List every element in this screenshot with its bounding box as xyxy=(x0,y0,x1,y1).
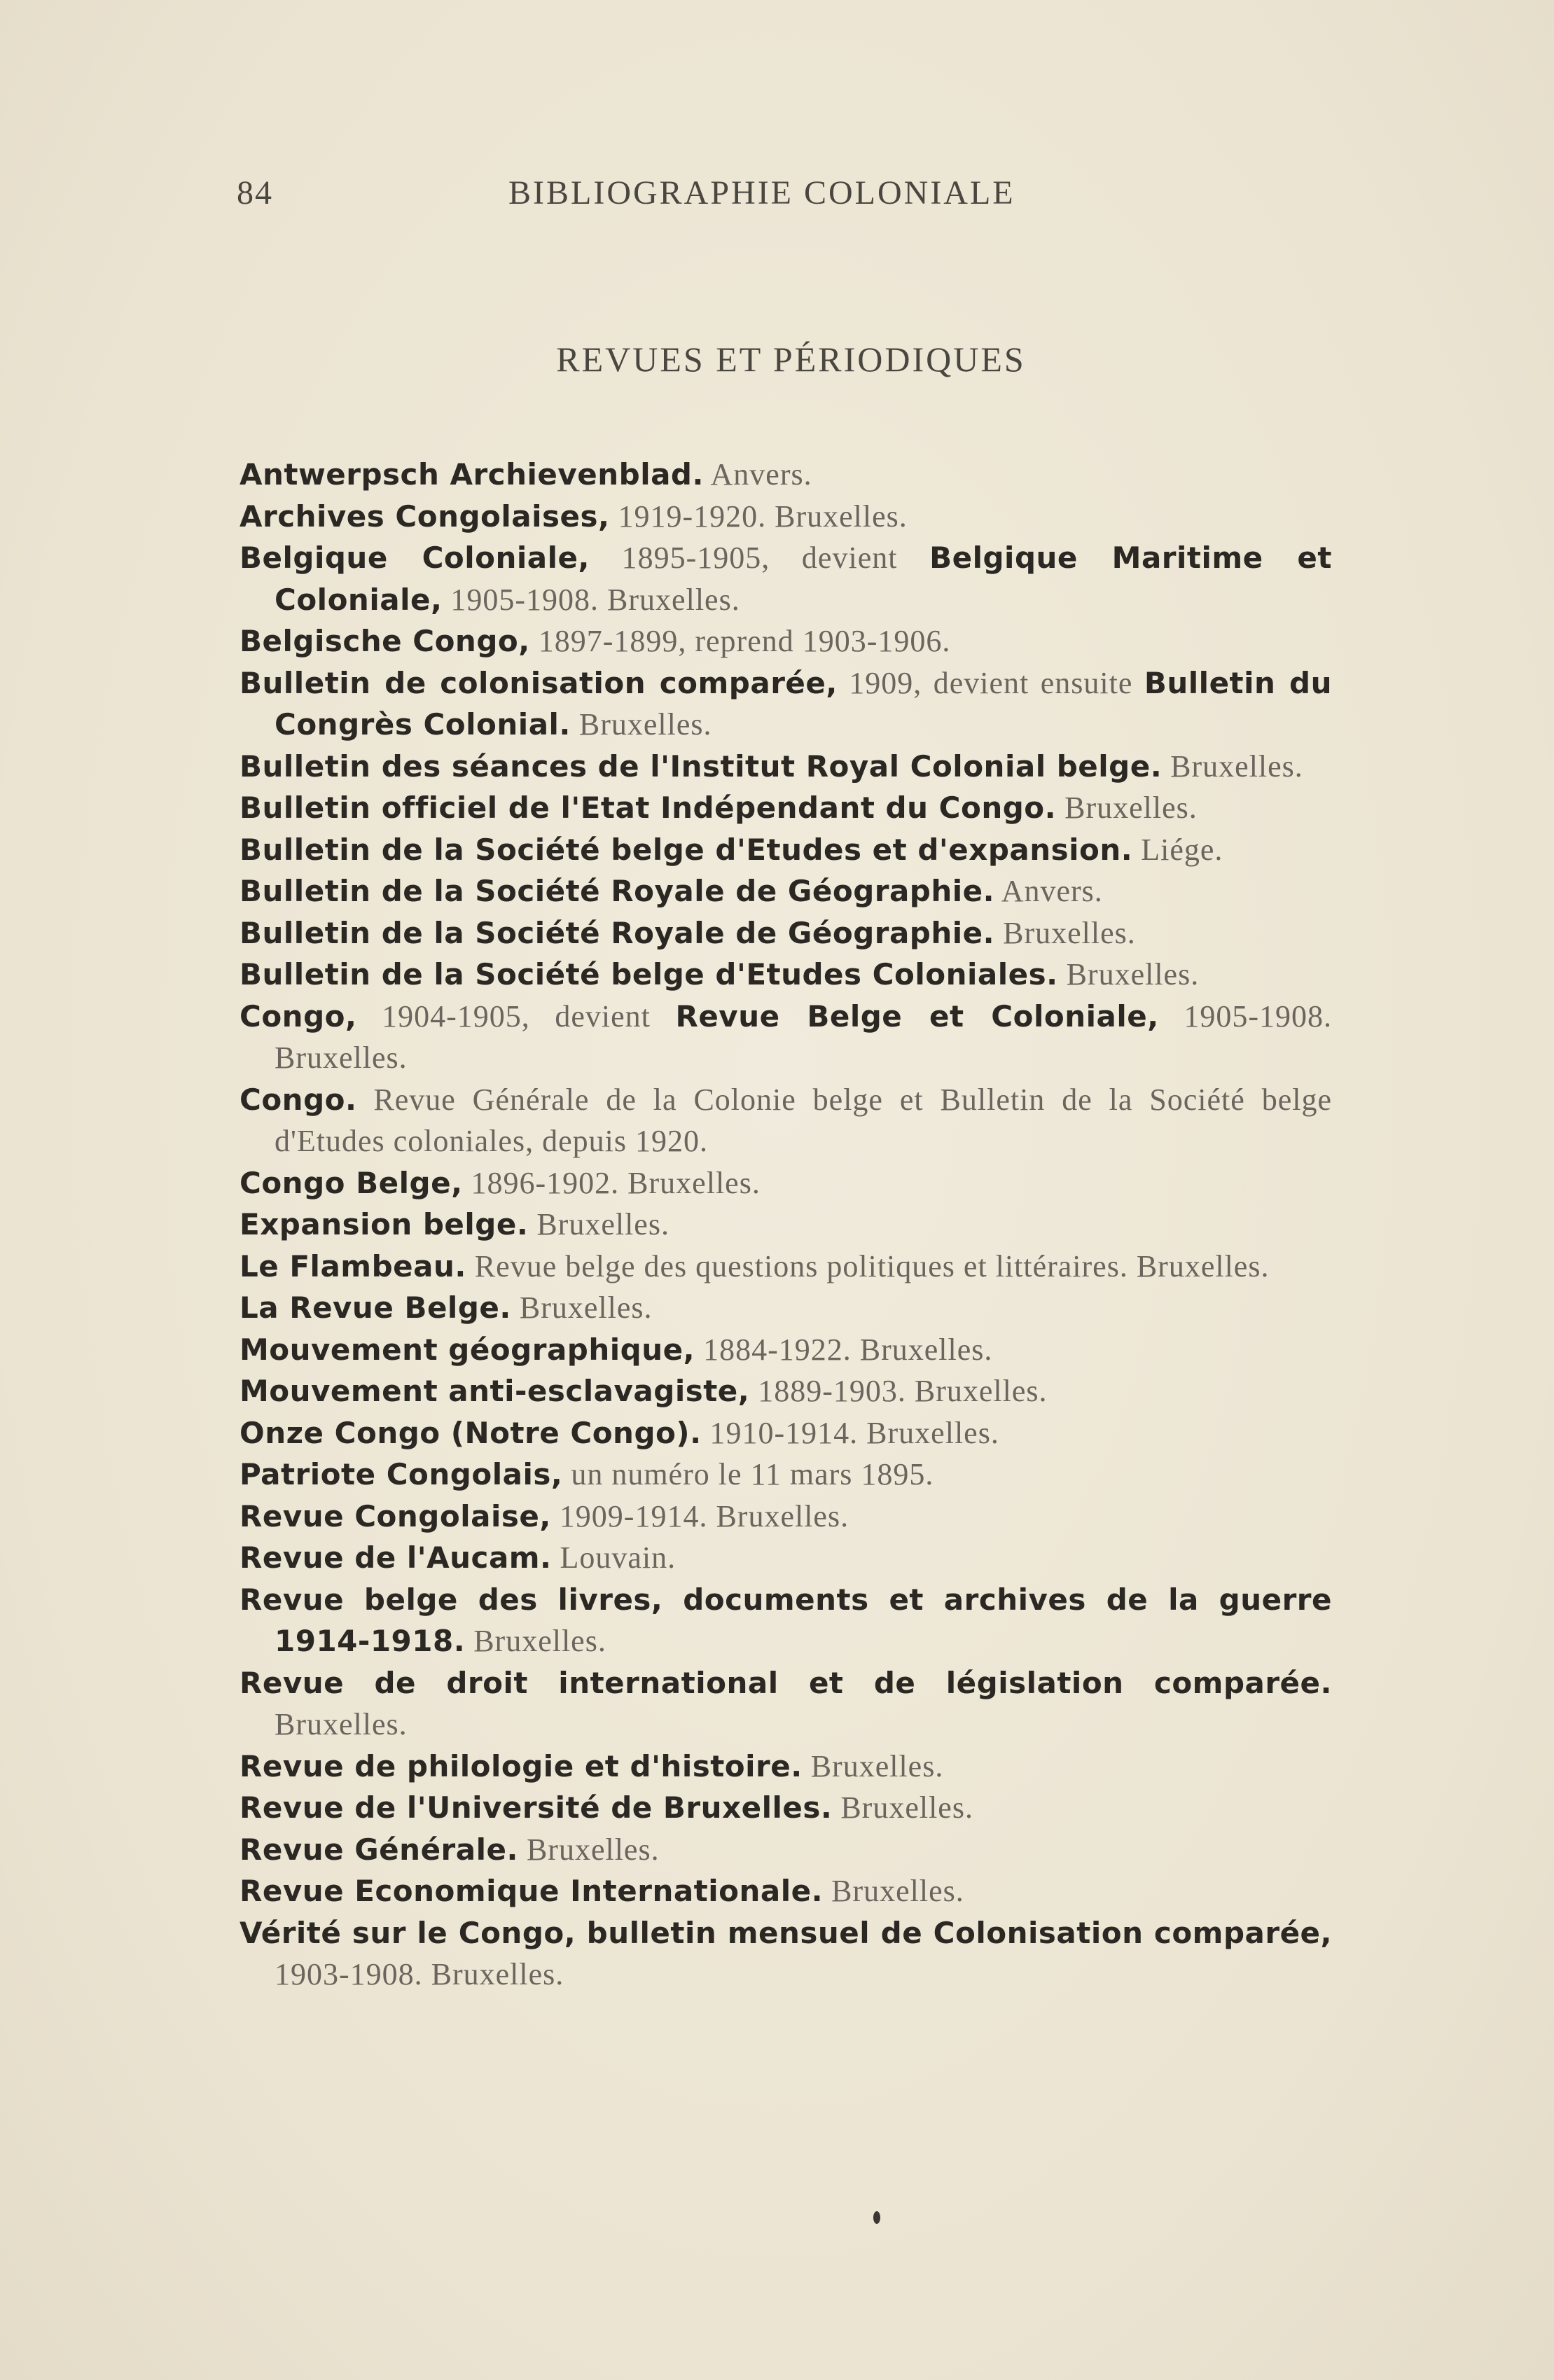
section-title: REVUES ET PÉRIODIQUES xyxy=(556,340,1026,379)
periodical-details: 1904-1905, devient xyxy=(356,998,676,1034)
periodical-entry xyxy=(240,1537,1332,1579)
periodical-details: un numéro le 11 mars 1895. xyxy=(562,1457,934,1491)
periodical-entry xyxy=(240,829,1332,871)
periodical-title: Belgische Congo, xyxy=(240,624,530,658)
periodical-title: Revue de l'Aucam. xyxy=(240,1540,552,1575)
periodical-title: Revue de philologie et d'histoire. xyxy=(240,1748,803,1783)
periodical-entry xyxy=(240,912,1332,954)
periodical-entry xyxy=(240,1829,1332,1871)
periodical-entry xyxy=(240,746,1332,788)
periodical-details: 1909, devient ensuite xyxy=(837,665,1144,700)
periodical-title: Bulletin de colonisation comparée, xyxy=(240,665,838,700)
periodical-details: 1884-1922. Bruxelles. xyxy=(695,1332,993,1367)
periodical-details: Bruxelles. xyxy=(994,915,1136,950)
periodical-entry xyxy=(240,787,1332,829)
periodical-entry xyxy=(240,1579,1332,1662)
periodical-details: 1905-1908. Bruxelles. xyxy=(442,582,740,617)
periodical-title: Bulletin officiel de l'Etat Indépendant du Congo. xyxy=(240,791,1057,825)
periodical-title: Mouvement géographique, xyxy=(240,1332,695,1367)
page-mark xyxy=(873,2211,880,2224)
periodical-title: Revue Economique Internationale. xyxy=(240,1874,824,1908)
periodical-title: Onze Congo (Notre Congo). xyxy=(240,1415,702,1450)
periodical-entry xyxy=(240,1204,1332,1246)
periodical-entry xyxy=(240,454,1332,496)
periodical-title: Bulletin des séances de l'Institut Royal Colonial belge. xyxy=(240,749,1163,784)
periodical-details: Louvain. xyxy=(551,1540,677,1575)
periodical-details: Bruxelles. xyxy=(275,1707,408,1741)
periodical-details: 1909-1914. Bruxelles. xyxy=(550,1498,849,1533)
periodical-details: Liége. xyxy=(1132,832,1223,867)
periodical-title: Bulletin de la Société Royale de Géographie. xyxy=(240,915,995,950)
periodical-details: Anvers. xyxy=(994,874,1103,908)
periodical-entry xyxy=(240,1454,1332,1496)
periodical-details: Bruxelles. xyxy=(1056,791,1198,825)
periodical-details: 1895-1905, devient xyxy=(589,541,930,575)
periodical-details: Anvers. xyxy=(703,457,812,492)
periodical-title: Bulletin de la Société Royale de Géographie. xyxy=(240,874,995,908)
periodical-title: Revue de droit international et de législation comparée. xyxy=(240,1665,1332,1700)
periodical-details: Bruxelles. xyxy=(465,1624,606,1658)
periodical-title: Congo. xyxy=(240,1082,357,1117)
periodical-details: Bruxelles. xyxy=(832,1790,973,1825)
periodical-entry xyxy=(240,870,1332,912)
periodical-title: Revue de l'Université de Bruxelles. xyxy=(240,1790,833,1825)
periodical-title: Revue Congolaise, xyxy=(240,1498,551,1533)
periodical-details: Revue belge des questions politiques et littéraires. Bruxelles. xyxy=(466,1248,1270,1283)
periodical-title: Expansion belge. xyxy=(240,1207,529,1241)
periodical-entry xyxy=(240,662,1332,746)
periodicals-list xyxy=(240,454,1332,1996)
periodical-entry xyxy=(240,1746,1332,1788)
running-head xyxy=(237,174,1063,216)
periodical-title: Patriote Congolais, xyxy=(240,1457,563,1491)
periodical-details: 1905-1908. Bruxelles. xyxy=(275,998,1332,1075)
periodical-details: Bruxelles. xyxy=(1162,749,1303,784)
periodical-title: Vérité sur le Congo, bulletin mensuel de Colonisation comparée, xyxy=(240,1915,1332,1950)
periodical-entry xyxy=(240,1246,1332,1288)
periodical-details: 1889-1903. Bruxelles. xyxy=(749,1374,1048,1408)
periodical-entry xyxy=(240,1870,1332,1912)
periodical-entry xyxy=(240,996,1332,1079)
periodical-title: Congo, xyxy=(240,998,357,1034)
periodical-entry xyxy=(240,1287,1332,1329)
periodical-entry xyxy=(240,1079,1332,1162)
periodical-details: Revue Générale de la Colonie belge et Bulletin de la Société belge d'Etudes coloniales, depuis 1920. xyxy=(275,1082,1332,1158)
periodical-title: Archives Congolaises, xyxy=(240,499,610,534)
periodical-details: Bruxelles. xyxy=(528,1207,670,1241)
periodical-details: 1919-1920. Bruxelles. xyxy=(609,499,908,534)
periodical-title: Antwerpsch Archievenblad. xyxy=(240,457,704,492)
periodical-title: Bulletin de la Société belge d'Etudes Coloniales. xyxy=(240,957,1058,991)
periodical-title: Bulletin de la Société belge d'Etudes et d'expansion. xyxy=(240,832,1133,867)
periodical-details: 1910-1914. Bruxelles. xyxy=(701,1415,999,1450)
periodical-entry xyxy=(240,1162,1332,1204)
periodical-title: Belgique Coloniale, xyxy=(240,541,590,575)
periodical-entry xyxy=(240,1787,1332,1829)
periodical-title: Revue Générale. xyxy=(240,1832,518,1867)
periodical-title: Belgique Maritime et Coloniale, xyxy=(275,541,1332,617)
periodical-title: Revue Belge et Coloniale, xyxy=(675,998,1159,1034)
periodical-title: Revue belge des livres, documents et archives de la guerre 1914-1918. xyxy=(240,1582,1332,1658)
periodical-entry xyxy=(240,1329,1332,1371)
periodical-title: Congo Belge, xyxy=(240,1165,463,1200)
periodical-details: Bruxelles. xyxy=(802,1748,944,1783)
periodical-entry xyxy=(240,537,1332,620)
periodical-title: Le Flambeau. xyxy=(240,1248,466,1283)
periodical-details: Bruxelles. xyxy=(570,707,712,742)
periodical-entry xyxy=(240,620,1332,662)
periodical-entry xyxy=(240,1370,1332,1412)
periodical-entry xyxy=(240,496,1332,538)
periodical-details: 1903-1908. Bruxelles. xyxy=(275,1957,564,1991)
periodical-title: Mouvement anti-esclavagiste, xyxy=(240,1374,750,1408)
periodical-entry xyxy=(240,954,1332,996)
page-number: 84 xyxy=(237,174,273,211)
periodical-title: Bulletin du Congrès Colonial. xyxy=(275,665,1332,742)
periodical-details: 1896-1902. Bruxelles. xyxy=(462,1165,761,1200)
periodical-details: Bruxelles. xyxy=(823,1874,964,1908)
periodical-details: Bruxelles. xyxy=(518,1832,660,1867)
periodical-details: Bruxelles. xyxy=(511,1290,653,1325)
running-title: BIBLIOGRAPHIE COLONIALE xyxy=(508,174,1015,211)
periodical-title: La Revue Belge. xyxy=(240,1290,511,1325)
periodical-entry xyxy=(240,1662,1332,1746)
periodical-entry xyxy=(240,1412,1332,1454)
periodical-entry xyxy=(240,1912,1332,1996)
periodical-entry xyxy=(240,1496,1332,1538)
periodical-details: Bruxelles. xyxy=(1057,957,1200,991)
periodical-details: 1897-1899, reprend 1903-1906. xyxy=(529,624,951,658)
